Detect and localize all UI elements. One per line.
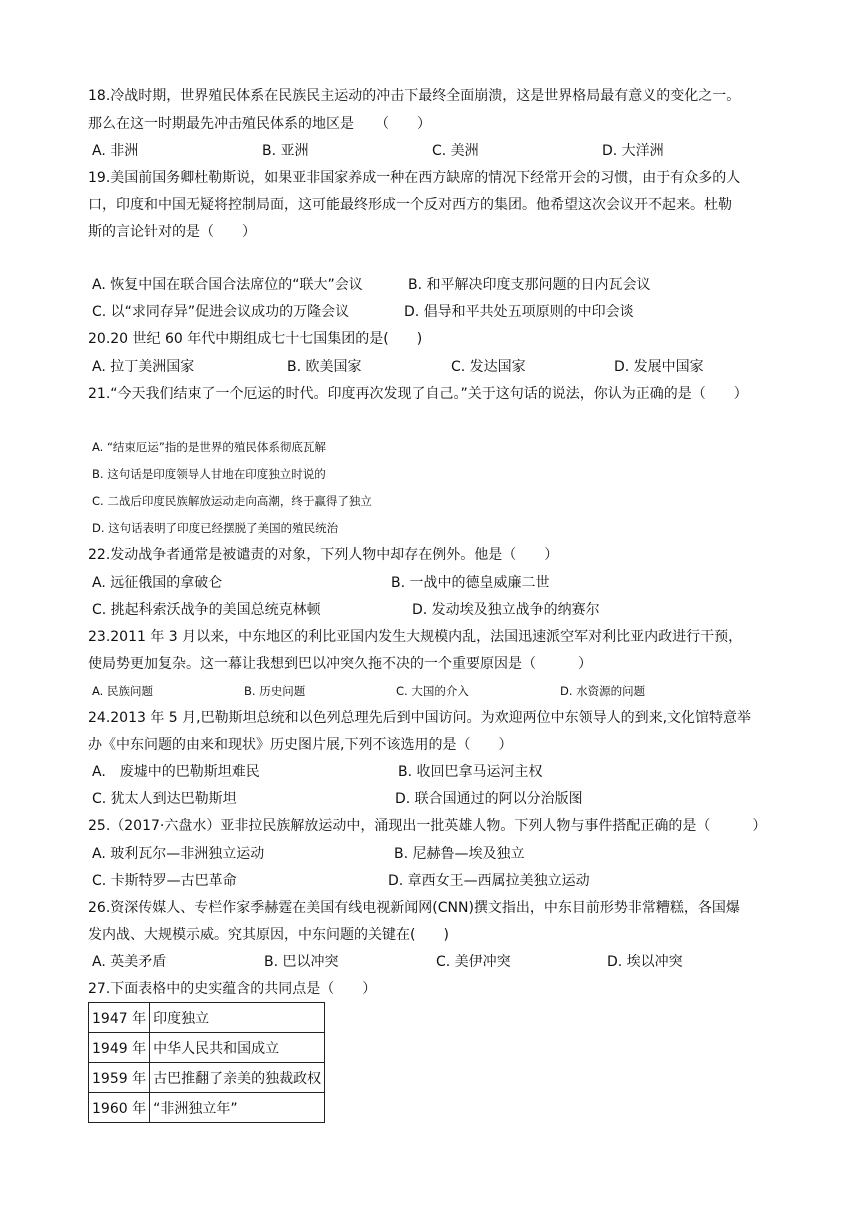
question-26-stem-line-2: 发内战、大规模示威。究其原因，中东问题的关键在( ) xyxy=(88,927,449,943)
question-20-option-b: B. 欧美国家 xyxy=(287,359,362,375)
question-24-option-c: C. 犹太人到达巴勒斯坦 xyxy=(92,791,237,807)
question-24-option-a: A. 废墟中的巴勒斯坦难民 xyxy=(92,764,260,780)
question-22-stem: 22.发动战争者通常是被谴责的对象，下列人物中却存在例外。他是（ ） xyxy=(88,547,559,563)
question-26-option-c: C. 美伊冲突 xyxy=(436,954,511,970)
table-cell-year: 1949 年 xyxy=(89,1033,150,1063)
table-cell-event: 印度独立 xyxy=(150,1003,325,1033)
table-row xyxy=(89,1093,325,1123)
question-19-stem-line-2: 口，印度和中国无疑将控制局面，这可能最终形成一个反对西方的集团。他希望这次会议开不起来。杜勒 xyxy=(88,197,732,213)
question-24-stem-line-2: 办《中东问题的由来和现状》历史图片展,下列不该选用的是（ ） xyxy=(88,737,513,753)
question-23-option-a: A. 民族问题 xyxy=(92,684,153,698)
question-19-option-a: A. 恢复中国在联合国合法席位的“联大”会议 xyxy=(92,277,363,293)
question-27-stem: 27.下面表格中的史实蕴含的共同点是（ ） xyxy=(88,981,377,997)
question-25-option-d: D. 章西女王—西属拉美独立运动 xyxy=(388,873,590,889)
question-25-stem: 25.（2017·六盘水）亚非拉民族解放运动中，涌现出一批英雄人物。下列人物与事件搭配正确的是（ ） xyxy=(88,818,767,834)
question-23-stem-line-2: 使局势更加复杂。这一幕让我想到巴以冲突久拖不决的一个重要原因是（ ） xyxy=(88,656,592,672)
question-18-option-d: D. 大洋洲 xyxy=(602,143,664,159)
question-23-option-c: C. 大国的介入 xyxy=(396,684,469,698)
question-22-option-a: A. 远征俄国的拿破仑 xyxy=(92,575,223,591)
question-23-stem-line-1: 23.2011 年 3 月以来，中东地区的利比亚国内发生大规模内乱，法国迅速派空军对利比亚内政进行干预， xyxy=(88,629,743,645)
question-26-option-b: B. 巴以冲突 xyxy=(264,954,339,970)
question-26-option-a: A. 英美矛盾 xyxy=(92,954,167,970)
question-21-option-a: A. “结束厄运”指的是世界的殖民体系彻底瓦解 xyxy=(92,440,326,454)
table-row xyxy=(89,1003,325,1033)
question-19-option-b: B. 和平解决印度支那问题的日内瓦会议 xyxy=(408,277,651,293)
question-22-option-b: B. 一战中的德皇威廉二世 xyxy=(391,575,550,591)
question-19-stem-line-1: 19.美国前国务卿杜勒斯说，如果亚非国家养成一种在西方缺席的情况下经常开会的习惯，由于有众多的人 xyxy=(88,170,741,186)
question-22-option-c: C. 挑起科索沃战争的美国总统克林顿 xyxy=(92,602,321,618)
question-24-option-d: D. 联合国通过的阿以分治版图 xyxy=(395,791,583,807)
question-19-option-c: C. 以“求同存异”促进会议成功的万隆会议 xyxy=(92,304,350,320)
question-18-option-b: B. 亚洲 xyxy=(262,143,309,159)
question-21-option-d: D. 这句话表明了印度已经摆脱了美国的殖民统治 xyxy=(92,521,339,535)
question-18-stem-line-1: 18.冷战时期，世界殖民体系在民族民主运动的冲击下最终全面崩溃，这是世界格局最有意义的变化之一。 xyxy=(88,88,741,104)
table-cell-event: “非洲独立年” xyxy=(150,1093,325,1123)
question-25-option-a: A. 玻利瓦尔—非洲独立运动 xyxy=(92,846,265,862)
question-18-option-a: A. 非洲 xyxy=(92,143,139,159)
question-18-option-c: C. 美洲 xyxy=(432,143,479,159)
table-cell-event: 古巴推翻了亲美的独裁政权 xyxy=(150,1063,325,1093)
question-20-option-a: A. 拉丁美洲国家 xyxy=(92,359,195,375)
table-cell-year: 1959 年 xyxy=(89,1063,150,1093)
table-cell-year: 1947 年 xyxy=(89,1003,150,1033)
table-cell-year: 1960 年 xyxy=(89,1093,150,1123)
question-22-option-d: D. 发动埃及独立战争的纳赛尔 xyxy=(412,602,600,618)
question-20-option-c: C. 发达国家 xyxy=(451,359,526,375)
table-row xyxy=(89,1033,325,1063)
question-24-stem-line-1: 24.2013 年 5 月,巴勒斯坦总统和以色列总理先后到中国访问。为欢迎两位中东领导人的到来,文化馆特意举 xyxy=(88,710,752,726)
question-21-option-b: B. 这句话是印度领导人甘地在印度独立时说的 xyxy=(92,467,326,481)
question-19-stem-line-3: 斯的言论针对的是（ ） xyxy=(88,224,256,240)
question-25-option-c: C. 卡斯特罗—古巴革命 xyxy=(92,873,237,889)
table-cell-event: 中华人民共和国成立 xyxy=(150,1033,325,1063)
question-24-option-b: B. 收回巴拿马运河主权 xyxy=(398,764,543,780)
question-19-option-d: D. 倡导和平共处五项原则的中印会谈 xyxy=(404,304,634,320)
question-20-option-d: D. 发展中国家 xyxy=(614,359,704,375)
table-row xyxy=(89,1063,325,1093)
question-20-stem: 20.20 世纪 60 年代中期组成七十七国集团的是( ) xyxy=(88,331,423,347)
question-25-option-b: B. 尼赫鲁—埃及独立 xyxy=(394,846,525,862)
question-18-stem-line-2: 那么在这一时期最先冲击殖民体系的地区是 （ ） xyxy=(88,116,431,132)
history-facts-table xyxy=(88,1002,325,1123)
question-21-option-c: C. 二战后印度民族解放运动走向高潮，终于赢得了独立 xyxy=(92,494,372,508)
question-26-stem-line-1: 26.资深传媒人、专栏作家季赫霆在美国有线电视新闻网(CNN)撰文指出，中东目前形势非常糟糕，各国爆 xyxy=(88,900,740,916)
question-21-stem: 21.“今天我们结束了一个厄运的时代。印度再次发现了自己。”关于这句话的说法，你认为正确的是（ ） xyxy=(88,386,748,402)
question-23-option-d: D. 水资源的问题 xyxy=(560,684,646,698)
question-23-option-b: B. 历史问题 xyxy=(244,684,306,698)
question-26-option-d: D. 埃以冲突 xyxy=(607,954,683,970)
